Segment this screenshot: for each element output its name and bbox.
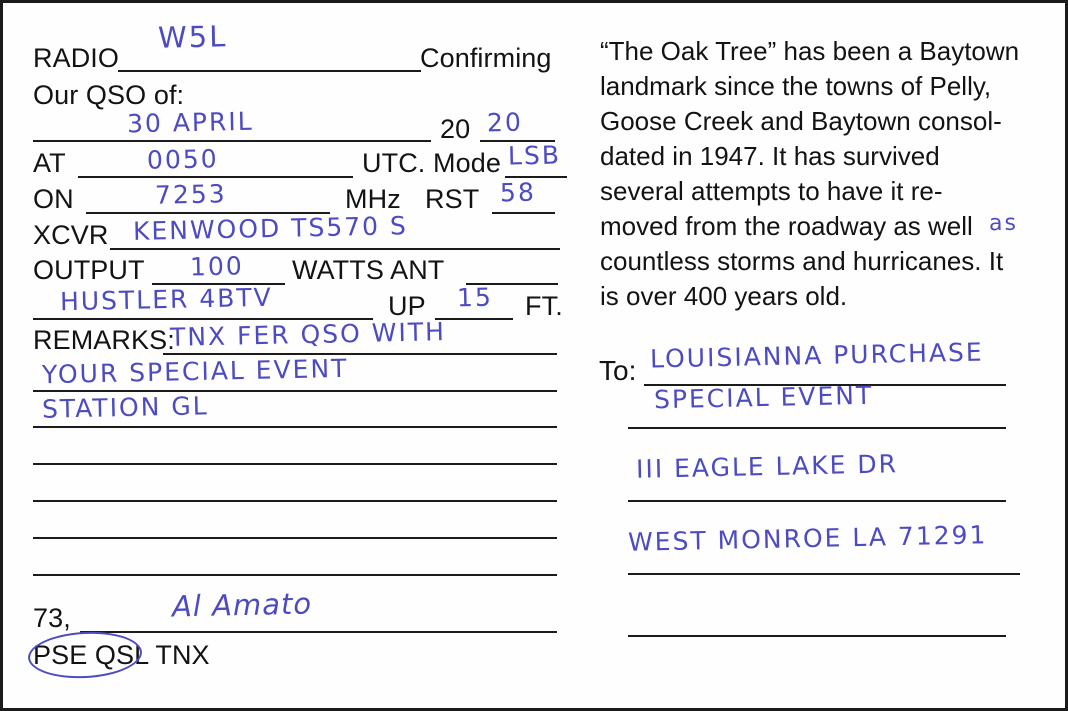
paragraph-line-2: landmark since the towns of Pelly, (600, 71, 992, 101)
value-year: 20 (486, 107, 524, 138)
paragraph-line-5: several attempts to have it re- (600, 176, 943, 206)
label-radio: RADIO (33, 43, 120, 73)
paragraph-line-3: Goose Creek and Baytown consol- (600, 106, 1002, 136)
label-year-prefix: 20 (440, 114, 471, 144)
rule-address-5 (628, 635, 1006, 637)
label-up: UP (388, 291, 426, 321)
label-utc-mode: UTC. Mode (362, 148, 501, 178)
value-address-line3: III EAGLE LAKE DR (635, 449, 899, 484)
rule-xcvr (110, 248, 560, 250)
paragraph-line-8: is over 400 years old. (600, 281, 848, 311)
value-date: 30 APRIL (126, 106, 254, 139)
rule-date (33, 140, 431, 142)
value-antenna: HUSTLER 4BTV (59, 282, 273, 317)
label-on: ON (33, 184, 74, 214)
value-callsign: W5L (157, 19, 228, 55)
pse-qsl-circle-mark (27, 629, 143, 681)
value-time: 0050 (146, 144, 219, 175)
label-rst: RST (425, 184, 480, 214)
value-mode: LSB (507, 140, 562, 171)
value-remarks-line2: YOUR SPECIAL EVENT (41, 353, 349, 390)
rule-up (435, 318, 513, 320)
qsl-right-column (586, 0, 1068, 711)
value-address-line4: WEST MONROE LA 71291 (627, 520, 988, 557)
value-address-line1: LOUISIANNA PURCHASE (649, 337, 984, 374)
value-xcvr: KENWOOD TS570 S (132, 211, 409, 246)
label-mhz: MHz (345, 184, 401, 214)
label-to: To: (599, 355, 637, 386)
label-xcvr: XCVR (33, 220, 109, 250)
paragraph-line-1: “The Oak Tree” has been a Baytown (600, 36, 1020, 66)
rule-remarks-3 (33, 426, 557, 428)
rule-remarks-6 (33, 537, 557, 539)
value-freq: 7253 (154, 179, 227, 210)
rule-remarks-5 (33, 500, 557, 502)
value-output: 100 (189, 251, 245, 282)
rule-radio (118, 70, 421, 72)
value-signature: Al Amato (171, 586, 313, 624)
rule-time (78, 176, 353, 178)
paragraph-line-6: moved from the roadway as well (600, 211, 973, 241)
rule-remarks-4 (33, 463, 557, 465)
label-output: OUTPUT (33, 255, 145, 285)
label-at: AT (33, 148, 66, 178)
value-remarks-line3: STATION GL (41, 391, 209, 424)
value-rst: 58 (499, 177, 537, 208)
oak-tree-paragraph (600, 34, 1019, 314)
label-watts-ant: WATTS ANT (292, 255, 445, 285)
label-pse-qsl-tnx: PSE QSL TNX (33, 640, 210, 670)
value-remarks-line1: TNX FER QSO WITH (169, 317, 447, 352)
rule-signature (80, 631, 557, 633)
label-remarks: REMARKS: (33, 325, 175, 355)
label-confirming: Confirming (420, 43, 552, 73)
paragraph-line-7: countless storms and hurricanes. It (600, 246, 1004, 276)
rule-remarks-7 (33, 574, 557, 576)
paragraph-line-4: dated in 1947. It has survived (600, 141, 940, 171)
rule-address-4 (628, 573, 1020, 575)
rule-remarks-2 (33, 390, 557, 392)
label-73: 73, (33, 603, 71, 633)
paragraph-handwritten-annotation: as (988, 210, 1019, 237)
label-our-qso-of: Our QSO of: (33, 80, 185, 110)
rule-remarks-1 (163, 353, 557, 355)
rule-address-2 (628, 427, 1006, 429)
rule-rst (492, 212, 555, 214)
label-ft: FT. (525, 291, 563, 321)
rule-address-3 (628, 500, 1006, 502)
value-up: 15 (456, 282, 494, 313)
value-address-line2: SPECIAL EVENT (653, 380, 874, 415)
